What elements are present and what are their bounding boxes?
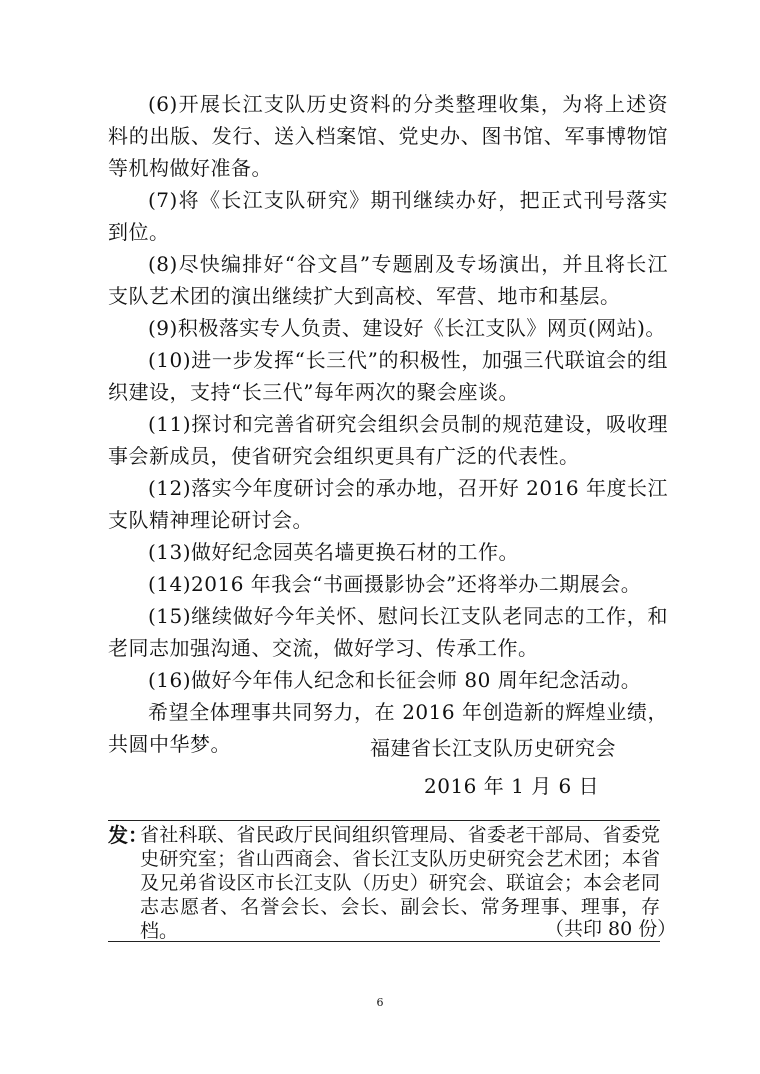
divider-top [108,820,660,821]
paragraph-item-6: (6)开展长江支队历史资料的分类整理收集，为将上述资料的出版、发行、送入档案馆、党史办、图书馆、军事博物馆等机构做好准备。 [108,92,668,180]
paragraph-item-15: (15)继续做好今年关怀、慰问长江支队老同志的工作，和老同志加强沟通、交流，做好学习、传承工作。 [108,604,668,660]
divider-bottom [108,941,660,942]
paragraph-item-14: (14)2016 年我会“书画摄影协会”还将举办二期展会。 [148,572,642,596]
signature-date: 2016 年 1 月 6 日 [424,774,600,798]
body-text [108,88,668,760]
signature-organization: 福建省长江支队历史研究会 [370,736,616,760]
paragraph-item-11: (11)探讨和完善省研究会组织会员制的规范建设，吸收理事会新成员，使省研究会组织更具有广泛的代表性。 [108,412,668,468]
paragraph-item-10: (10)进一步发挥“长三代”的积极性，加强三代联谊会的组织建设，支持“长三代”每年两次的聚会座谈。 [108,348,668,404]
distribution-text: 省社科联、省民政厅民间组织管理局、省委老干部局、省委党史研究室；省山西商会、省长江支队历史研究会艺术团；本省及兄弟省设区市长江支队（历史）研究会、联谊会；本会老同志志愿者、名誉会长、会长、副会长、常务理事、理事，存档。 [140,824,660,942]
paragraph-item-7: (7)将《长江支队研究》期刊继续办好，把正式刊号落实到位。 [108,188,668,244]
paragraph-item-13: (13)做好纪念园英名墙更换石材的工作。 [148,540,520,564]
closing-paragraph: 希望全体理事共同努力，在 2016 年创造新的辉煌业绩，共圆中华梦。 [108,700,668,756]
copies-count: （共印 80 份） [545,918,677,940]
paragraph-item-8: (8)尽快编排好“谷文昌”专题剧及专场演出，并且将长江支队艺术团的演出继续扩大到高校、军营、地市和基层。 [108,252,668,308]
page-number: 6 [376,996,384,1009]
paragraph-item-12: (12)落实今年度研讨会的承办地，召开好 2016 年度长江支队精神理论研讨会。 [108,476,668,532]
paragraph-item-16: (16)做好今年伟人纪念和长征会师 80 周年纪念活动。 [148,668,642,692]
distribution-label: 发： [108,823,148,847]
paragraph-item-9: (9)积极落实专人负责、建设好《长江支队》网页(网站)。 [148,316,666,340]
